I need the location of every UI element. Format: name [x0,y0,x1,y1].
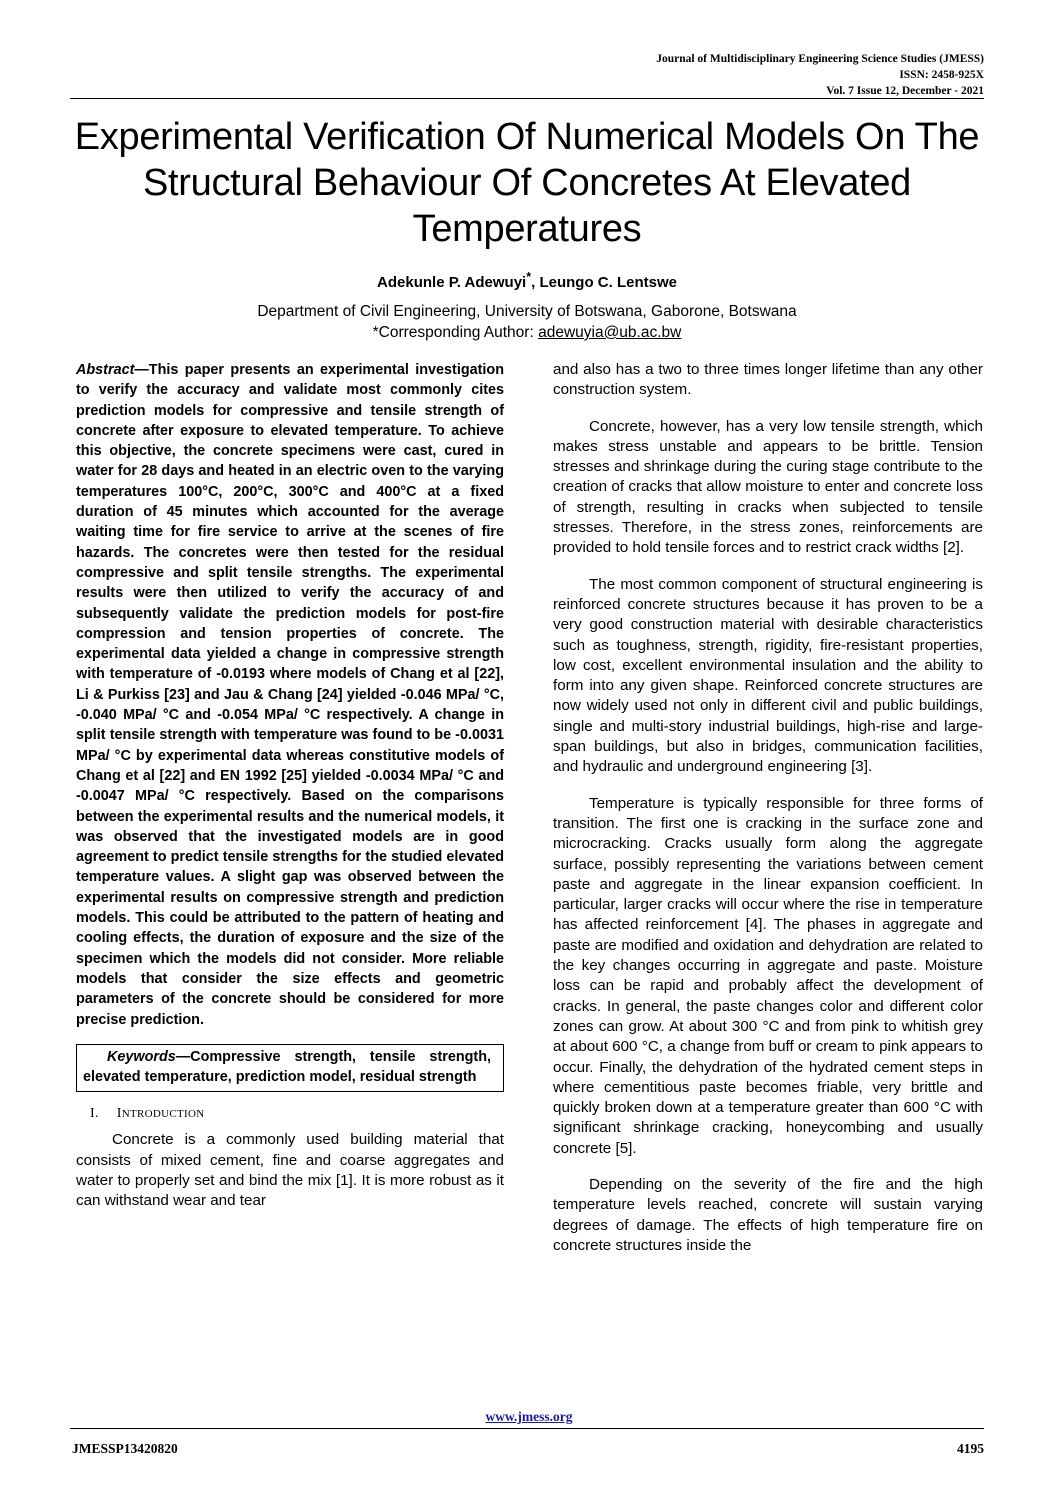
paper-title: Experimental Verification Of Numerical Models On The Structural Behaviour Of Concretes At Elevated Temperatures [74,116,980,250]
abstract-dash: — [134,362,149,378]
keywords-box [76,1044,504,1093]
journal-header [384,51,984,99]
department: Department of Civil Engineering, University of Botswana, Gaborone, Botswana [257,303,797,320]
body-paragraph: Temperature is typically responsible for three forms of transition. The first one is cracking in the surface zone and microcracking. Cracks usually form along the aggregate surface, possibly representing the variations between cement paste and aggregate in the linear expansion coefficient. In particular, larger cracks will occur where the rise in temperature has affected reinforcement [4]. The phases in aggregate and paste are modified and oxidation and dehydration are related to the key changes occurring in aggregate and paste. Moisture loss can be rapid and probably affect the development of cracks. In general, the paste changes color and different color zones can grow. At about 300 °C and from pink to whitish grey at about 600 °C, a change from buff or cream to pink appears to occur. Finally, the dehydration of the hydrated cement steps in where cementitious paste becomes friable, very brittle and quickly broken down at a temperature greater than 600 °C with significant shrinkage cracking, honeycombing and usually concrete [5]. [553,794,983,1157]
header-rule [70,98,984,99]
author-line [70,270,984,291]
right-column [553,360,983,1272]
body-paragraph: and also has a two to three times longer lifetime than any other construction system. [553,361,983,399]
abstract-text: This paper presents an experimental investigation to verify the accuracy and validate most commonly cites prediction models for compressive and tensile strength of concrete after exposure to elevated temperature. To achieve this objective, the concrete specimens were cast, cured in water for 28 days and heated in an electric oven to the varying temperatures 100°C, 200°C, 300°C and 400°C at a fixed duration of 45 minutes which accounted for the average waiting time for fire service to arrive at the scenes of fire hazards. The concretes were then tested for the residual compressive and split tensile strengths. The experimental results were then utilized to verify the accuracy of and subsequently validate the prediction models for post-fire compression and tension properties of concrete. The experimental data yielded a change in compressive strength with temperature of -0.0193 where models of Chang et al [22], Li & Purkiss [23] and Jau & Chang [24] yielded -0.046 MPa/ °C, -0.040 MPa/ °C and -0.054 MPa/ °C respectively. A change in split tensile strength with temperature was found to be -0.0031 MPa/ °C by experimental data whereas constitutive models of Chang et al [22] and EN 1992 [25] yielded -0.0034 MPa/ °C and -0.0047 MPa/ °C respectively. Based on the comparisons between the experimental results and the numerical models, it was observed that the investigated models are in good agreement to predict tensile strengths for the studied elevated temperature values. A slight gap was observed between the experimental results on compressive strength and prediction models. This could be attributed to the pattern of heating and cooling effects, the duration of exposure and the size of the specimen which the models did not consider. More reliable models that consider the size effects and geometric parameters of the concrete should be considered for more precise prediction. [76,362,504,1028]
abstract-heading: Abstract [76,362,135,378]
footer-rule [70,1428,984,1429]
left-column [76,360,504,1228]
section-title-initial: I [116,1106,122,1122]
footer-paper-id: JMESSP13420820 [72,1441,178,1456]
intro-paragraph: Concrete is a commonly used building material that consists of mixed cement, fine and coarse aggregates and water to properly set and bind the mix [1]. It is more robust as it can withstand wear and tear [76,1131,504,1210]
footer-page-number: 4195 [957,1441,984,1456]
body-paragraph: Concrete, however, has a very low tensile strength, which makes stress unstable and appears to be brittle. Tension stresses and shrinkage during the curing stage contribute to the creation of cracks that allow moisture to enter and concrete loss of strength, resulting in cracks when subjected to tensile stresses. Therefore, in the stress zones, reinforcements are provided to hold tensile forces and to restrict crack widths [2]. [553,417,983,557]
section-heading-introduction [90,1106,504,1122]
body-paragraph: Depending on the severity of the fire and the high temperature levels reached, concrete will sustain varying degrees of damage. The effects of high temperature fire on concrete structures inside the [553,1175,983,1254]
author-separator: , [531,274,540,291]
corresponding-mark: * [526,270,532,284]
journal-name: Journal of Multidisciplinary Engineering Science Studies (JMESS) [656,53,984,65]
journal-volume: Vol. 7 Issue 12, December - 2021 [826,85,984,97]
keywords-dash: — [175,1048,191,1065]
corresponding-author [70,322,984,343]
email-link[interactable]: adewuyia@ub.ac.bw [538,324,682,341]
section-number: I. [90,1106,99,1122]
body-paragraph: The most common component of structural engineering is reinforced concrete structures because it has proven to be a very good construction material with desirable characteristics such as toughness, strength, rigidity, fire-resistant properties, low cost, excellent environmental insulation and the ability to form into any given shape. Reinforced concrete structures are now widely used not only in different civil and public buildings, single and multi-story industrial buildings, high-rise and large-span buildings, but also in bridges, communication facilities, and hydraulic and underground engineering [3]. [553,575,983,776]
author-2: Leungo C. Lentswe [539,274,677,291]
section-title-rest: NTRODUCTION [121,1108,205,1121]
abstract [76,360,504,1030]
affiliation [70,301,984,343]
keywords-heading: Keywords [107,1048,176,1065]
corresponding-label: *Corresponding Author: [372,324,539,341]
author-1: Adekunle P. Adewuyi [377,274,527,291]
footer-website-link[interactable]: www.jmess.org [485,1409,573,1424]
journal-issn: ISSN: 2458-925X [899,69,984,81]
keywords-text: Compressive strength, tensile strength, elevated temperature, prediction model, residual strength [83,1048,491,1086]
